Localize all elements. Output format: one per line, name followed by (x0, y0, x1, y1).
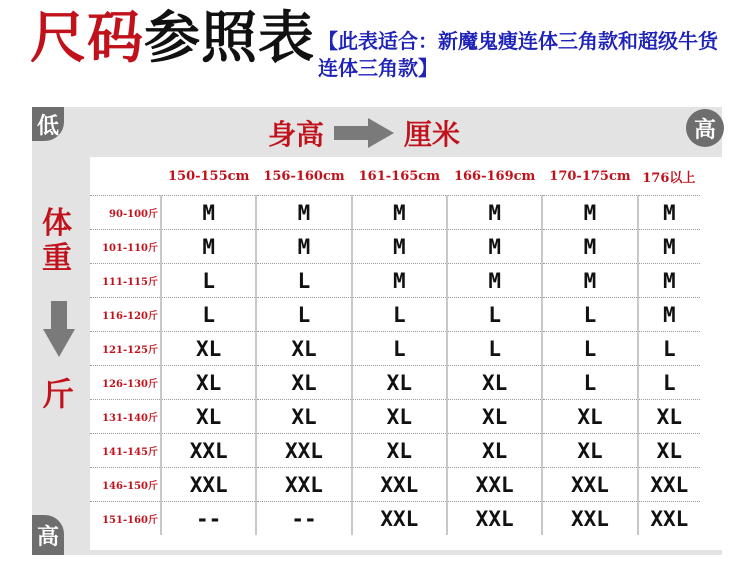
size-table-area (90, 157, 722, 550)
size-cell: L (542, 332, 637, 366)
column-header: 150-155cm (161, 157, 256, 196)
table-row (90, 502, 700, 536)
title-part-red: 尺码 (30, 5, 144, 71)
size-cell: M (638, 196, 700, 230)
size-cell: -- (161, 502, 256, 536)
high-corner-bottom-label: 高 (32, 515, 64, 555)
size-cell: M (542, 230, 637, 264)
size-cell: XL (256, 400, 351, 434)
table-row (90, 264, 700, 298)
size-cell: L (161, 264, 256, 298)
weight-cell: 90-100斤 (90, 196, 161, 230)
size-cell: M (161, 196, 256, 230)
size-chart-panel (32, 107, 722, 555)
table-row (90, 230, 700, 264)
corner-header-cell (90, 157, 161, 196)
size-cell: L (161, 298, 256, 332)
size-cell: M (447, 264, 542, 298)
size-cell: M (256, 196, 351, 230)
weight-cell: 101-110斤 (90, 230, 161, 264)
size-cell: M (256, 230, 351, 264)
size-cell: M (447, 230, 542, 264)
weight-cell: 131-140斤 (90, 400, 161, 434)
size-cell: XXL (161, 468, 256, 502)
size-cell: L (542, 298, 637, 332)
size-cell: L (447, 332, 542, 366)
arrow-right-icon (334, 118, 394, 148)
size-cell: L (542, 366, 637, 400)
size-cell: XXL (256, 434, 351, 468)
table-row (90, 468, 700, 502)
height-label: 身高 (268, 118, 325, 151)
size-cell: XXL (638, 468, 700, 502)
size-cell: M (352, 230, 447, 264)
table-header-row (90, 157, 700, 196)
arrow-down-icon (43, 301, 75, 357)
size-cell: XXL (542, 468, 637, 502)
size-cell: L (638, 332, 700, 366)
size-cell: XL (161, 332, 256, 366)
column-header: 156-160cm (256, 157, 351, 196)
size-cell: M (638, 264, 700, 298)
size-table (90, 157, 700, 535)
size-cell: L (352, 298, 447, 332)
weight-cell: 126-130斤 (90, 366, 161, 400)
size-cell: XXL (256, 468, 351, 502)
size-cell: XL (256, 332, 351, 366)
size-cell: XXL (542, 502, 637, 536)
weight-axis-label (42, 207, 72, 276)
size-cell: -- (256, 502, 351, 536)
low-corner-label: 低 (32, 107, 64, 141)
size-cell: XL (352, 366, 447, 400)
table-row (90, 434, 700, 468)
size-cell: XL (542, 434, 637, 468)
size-cell: M (161, 230, 256, 264)
weight-cell: 121-125斤 (90, 332, 161, 366)
size-cell: M (638, 298, 700, 332)
weight-cell: 111-115斤 (90, 264, 161, 298)
table-row (90, 332, 700, 366)
size-cell: XXL (161, 434, 256, 468)
size-cell: XL (161, 366, 256, 400)
title-part-black: 参照表 (144, 5, 315, 71)
size-cell: L (256, 298, 351, 332)
size-cell: XL (542, 400, 637, 434)
weight-cell: 146-150斤 (90, 468, 161, 502)
title-note: 【此表适合：新魔鬼瘦连体三角款和超级牛货连体三角款】 (318, 29, 718, 80)
weight-label-char-1: 体 (42, 206, 72, 241)
size-cell: XL (638, 400, 700, 434)
column-header: 176以上 (638, 157, 700, 196)
size-cell: M (542, 196, 637, 230)
size-cell: L (638, 366, 700, 400)
size-cell: XXL (352, 468, 447, 502)
size-cell: XL (352, 400, 447, 434)
size-cell: XL (256, 366, 351, 400)
size-cell: L (256, 264, 351, 298)
size-cell: L (352, 332, 447, 366)
size-cell: XL (638, 434, 700, 468)
table-row (90, 400, 700, 434)
weight-cell: 116-120斤 (90, 298, 161, 332)
size-cell: M (542, 264, 637, 298)
size-cell: M (447, 196, 542, 230)
size-cell: XL (447, 366, 542, 400)
size-cell: XXL (447, 468, 542, 502)
size-cell: M (352, 264, 447, 298)
size-cell: XL (447, 434, 542, 468)
size-cell: XL (352, 434, 447, 468)
height-unit: 厘米 (404, 118, 461, 151)
size-cell: M (638, 230, 700, 264)
column-header: 166-169cm (447, 157, 542, 196)
high-corner-top-label: 高 (686, 109, 724, 147)
size-cell: M (352, 196, 447, 230)
size-cell: L (447, 298, 542, 332)
column-header: 161-165cm (352, 157, 447, 196)
size-cell: XL (447, 400, 542, 434)
weight-label-char-2: 重 (42, 240, 72, 276)
weight-cell: 151-160斤 (102, 515, 158, 526)
weight-unit: 斤 (42, 375, 75, 413)
size-cell: XXL (447, 502, 542, 536)
size-cell: XL (161, 400, 256, 434)
table-row (90, 366, 700, 400)
page-title (30, 6, 315, 70)
table-row (90, 196, 700, 230)
size-cell: XXL (638, 502, 700, 536)
column-header: 170-175cm (542, 157, 637, 196)
table-row (90, 298, 700, 332)
height-axis-header (268, 113, 460, 153)
weight-cell: 141-145斤 (90, 434, 161, 468)
size-cell: XXL (352, 502, 447, 536)
